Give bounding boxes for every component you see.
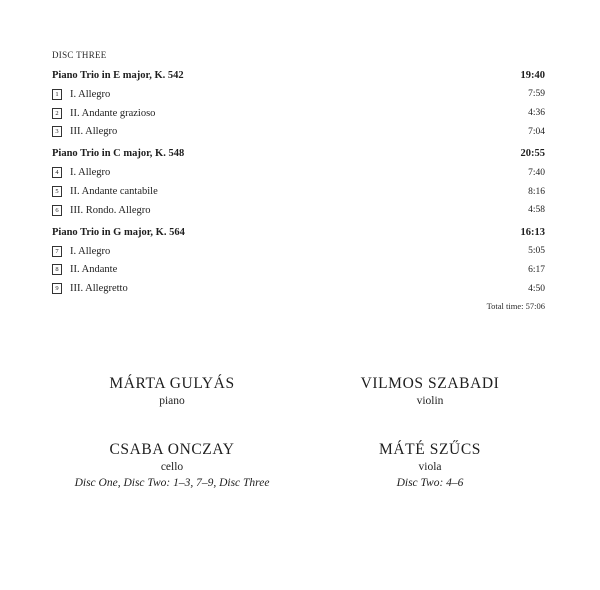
track-duration: 5:05 <box>528 246 545 257</box>
work-total-duration: 16:13 <box>520 226 545 238</box>
track-row <box>52 163 545 182</box>
track-row <box>52 182 545 201</box>
track-title: II. Andante grazioso <box>70 107 156 119</box>
track-row <box>52 123 545 142</box>
track-duration: 8:16 <box>528 186 545 197</box>
track-number: 8 <box>52 264 62 275</box>
track-row <box>52 201 545 220</box>
work-header <box>52 223 545 242</box>
track-duration: 4:50 <box>528 283 545 294</box>
track-duration: 4:58 <box>528 205 545 216</box>
track-number: 2 <box>52 108 62 119</box>
track-duration: 7:04 <box>528 126 545 137</box>
artist-credit <box>300 374 560 409</box>
total-time: Total time: 57:06 <box>486 301 545 312</box>
artist-credit <box>42 440 302 491</box>
track-row <box>52 261 545 280</box>
artist-instrument: violin <box>416 395 444 407</box>
tracklist <box>52 66 545 311</box>
artist-name: CSABA ONCZAY <box>109 441 235 458</box>
track-number: 9 <box>52 283 62 294</box>
artist-name: VILMOS SZABADI <box>360 375 500 392</box>
track-title: I. Allegro <box>70 245 111 257</box>
work-section <box>52 66 545 141</box>
track-title: II. Andante cantabile <box>70 186 158 198</box>
work-section <box>52 144 545 219</box>
work-title: Piano Trio in E major, K. 542 <box>52 70 184 81</box>
track-number: 3 <box>52 126 62 137</box>
track-title: III. Allegro <box>70 126 118 138</box>
track-number: 5 <box>52 186 62 197</box>
track-title: III. Rondo. Allegro <box>70 204 151 216</box>
track-number: 6 <box>52 205 62 216</box>
work-title: Piano Trio in C major, K. 548 <box>52 148 185 160</box>
track-row <box>52 279 545 298</box>
track-title: I. Allegro <box>70 167 111 179</box>
artist-credit <box>300 440 560 491</box>
artist-instrument: piano <box>159 395 185 407</box>
artist-instrument: cello <box>160 461 184 473</box>
work-total-duration: 20:55 <box>520 148 545 160</box>
work-total-duration: 19:40 <box>520 70 545 81</box>
track-duration: 7:59 <box>528 89 545 100</box>
artist-name: MÁRTA GULYÁS <box>109 375 235 392</box>
artist-name: MÁTÉ SZŰCS <box>378 441 482 458</box>
artist-disc-note: Disc One, Disc Two: 1–3, 7–9, Disc Three <box>74 477 270 489</box>
disc-label: DISC THREE <box>52 50 107 60</box>
track-row <box>52 85 545 104</box>
work-header <box>52 66 545 85</box>
work-section <box>52 223 545 298</box>
artist-credit <box>42 374 302 409</box>
work-header <box>52 144 545 163</box>
track-duration: 7:40 <box>528 167 545 178</box>
track-duration: 4:36 <box>528 108 545 119</box>
track-row <box>52 104 545 123</box>
track-number: 4 <box>52 167 62 178</box>
artist-disc-note: Disc Two: 4–6 <box>396 477 464 489</box>
track-row <box>52 242 545 261</box>
artist-instrument: viola <box>418 461 442 473</box>
track-title: III. Allegretto <box>70 283 128 295</box>
track-number: 7 <box>52 246 62 257</box>
track-number: 1 <box>52 89 62 100</box>
track-title: I. Allegro <box>70 88 111 100</box>
track-duration: 6:17 <box>528 264 545 275</box>
work-title: Piano Trio in G major, K. 564 <box>52 226 185 238</box>
track-title: II. Andante <box>70 264 118 276</box>
